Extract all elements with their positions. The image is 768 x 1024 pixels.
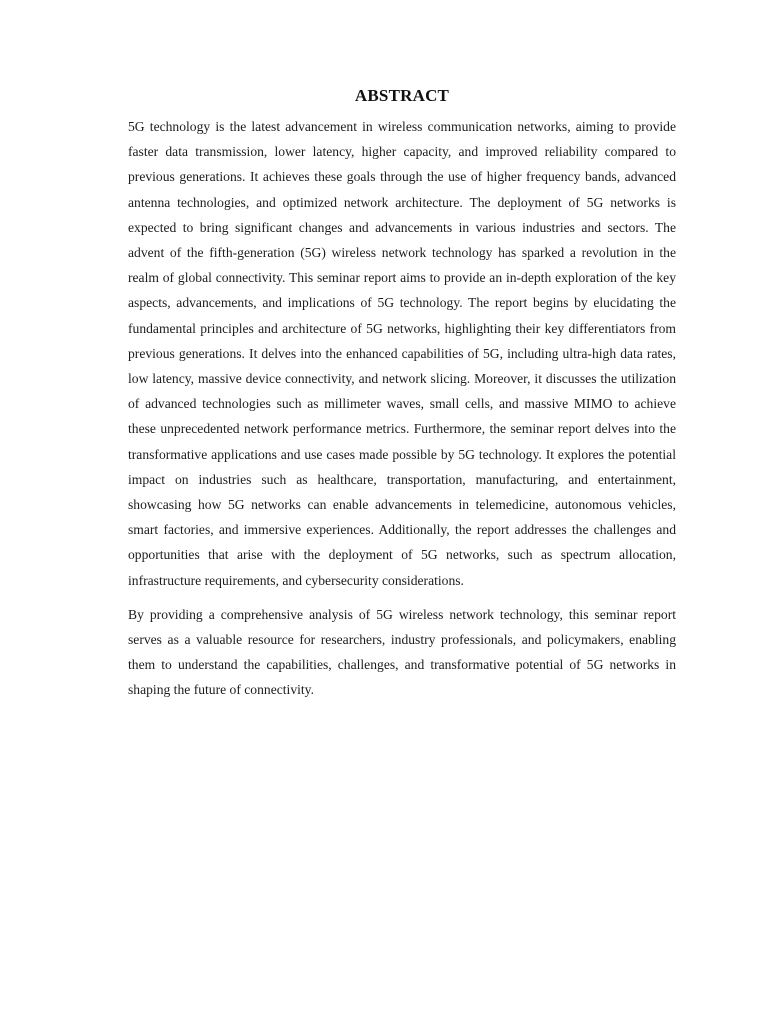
abstract-heading: ABSTRACT bbox=[354, 86, 450, 105]
abstract-paragraph-2: By providing a comprehensive analysis of 5G wireless network technology, this seminar report serves as a valuable resource for researchers, industry professionals, and policymakers, enabling them to understand the capabilities, challenges, and transformative potential of 5G networks in shaping the future of connectivity. bbox=[128, 606, 676, 698]
abstract-paragraph-1: 5G technology is the latest advancement in wireless communication networks, aiming to provide faster data transmission, lower latency, higher capacity, and improved reliability compared to previous generations. It achieves these goals through the use of higher frequency bands, advanced antenna technologies, and optimized network architecture. The deployment of 5G networks is expected to bring significant changes and advancements in various industries and sectors. The advent of the fifth-generation (5G) wireless network technology has sparked a revolution in the realm of global connectivity. This seminar report aims to provide an in-depth exploration of the key aspects, advancements, and implications of 5G technology. The report begins by elucidating the fundamental principles and architecture of 5G networks, highlighting their key differentiators from previous generations. It delves into the enhanced capabilities of 5G, including ultra-high data rates, low latency, massive device connectivity, and network slicing. Moreover, it discusses the utilization of advanced technologies such as millimeter waves, small cells, and massive MIMO to achieve these unprecedented network performance metrics. Furthermore, the seminar report delves into the transformative applications and use cases made possible by 5G technology. It explores the potential impact on industries such as healthcare, transportation, manufacturing, and entertainment, showcasing how 5G networks can enable advancements in telemedicine, autonomous vehicles, smart factories, and immersive experiences. Additionally, the report addresses the challenges and opportunities that arise with the deployment of 5G networks, such as spectrum allocation, infrastructure requirements, and cybersecurity considerations. bbox=[128, 119, 676, 588]
document-page bbox=[128, 84, 676, 703]
